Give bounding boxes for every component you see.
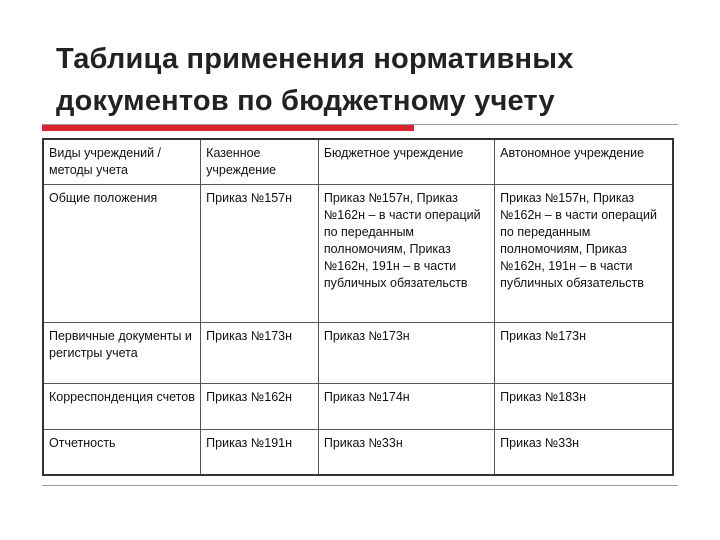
footer-divider-line <box>42 485 678 486</box>
kazennoe-cell: Приказ №173н <box>201 323 319 384</box>
kazennoe-cell: Приказ №162н <box>201 384 319 430</box>
avtonomnoe-cell: Приказ №183н <box>495 384 673 430</box>
kazennoe-cell: Приказ №191н <box>201 430 319 476</box>
row-method-cell: Отчетность <box>43 430 201 476</box>
regulations-table <box>42 138 674 476</box>
byudzhetnoe-cell: Приказ №174н <box>318 384 494 430</box>
header-cell-methods: Виды учреждений / методы учета <box>43 139 201 185</box>
title-accent-bar <box>42 125 414 131</box>
row-method-cell: Общие положения <box>43 185 201 323</box>
table-row <box>43 323 673 384</box>
byudzhetnoe-cell: Приказ №157н, Приказ №162н – в части операций по переданным полномочиям, Приказ №162н, 191н – в части публичных обязательств <box>318 185 494 323</box>
avtonomnoe-cell: Приказ №33н <box>495 430 673 476</box>
table-row <box>43 185 673 323</box>
slide-title-line-2: документов по бюджетному учету <box>56 85 555 117</box>
slide-title <box>56 38 696 122</box>
table-header-row <box>43 139 673 185</box>
header-cell-kazennoe: Казенное учреждение <box>201 139 319 185</box>
header-cell-byudzhetnoe: Бюджетное учреждение <box>318 139 494 185</box>
avtonomnoe-cell: Приказ №173н <box>495 323 673 384</box>
kazennoe-cell: Приказ №157н <box>201 185 319 323</box>
table-row <box>43 430 673 476</box>
slide-title-line-1: Таблица применения нормативных <box>56 43 574 75</box>
avtonomnoe-cell: Приказ №157н, Приказ №162н – в части операций по переданным полномочиям, Приказ №162н, 191н – в части публичных обязательств <box>495 185 673 323</box>
header-cell-avtonomnoe: Автономное учреждение <box>495 139 673 185</box>
table-row <box>43 384 673 430</box>
row-method-cell: Корреспонденция счетов <box>43 384 201 430</box>
byudzhetnoe-cell: Приказ №173н <box>318 323 494 384</box>
row-method-cell: Первичные документы и регистры учета <box>43 323 201 384</box>
byudzhetnoe-cell: Приказ №33н <box>318 430 494 476</box>
